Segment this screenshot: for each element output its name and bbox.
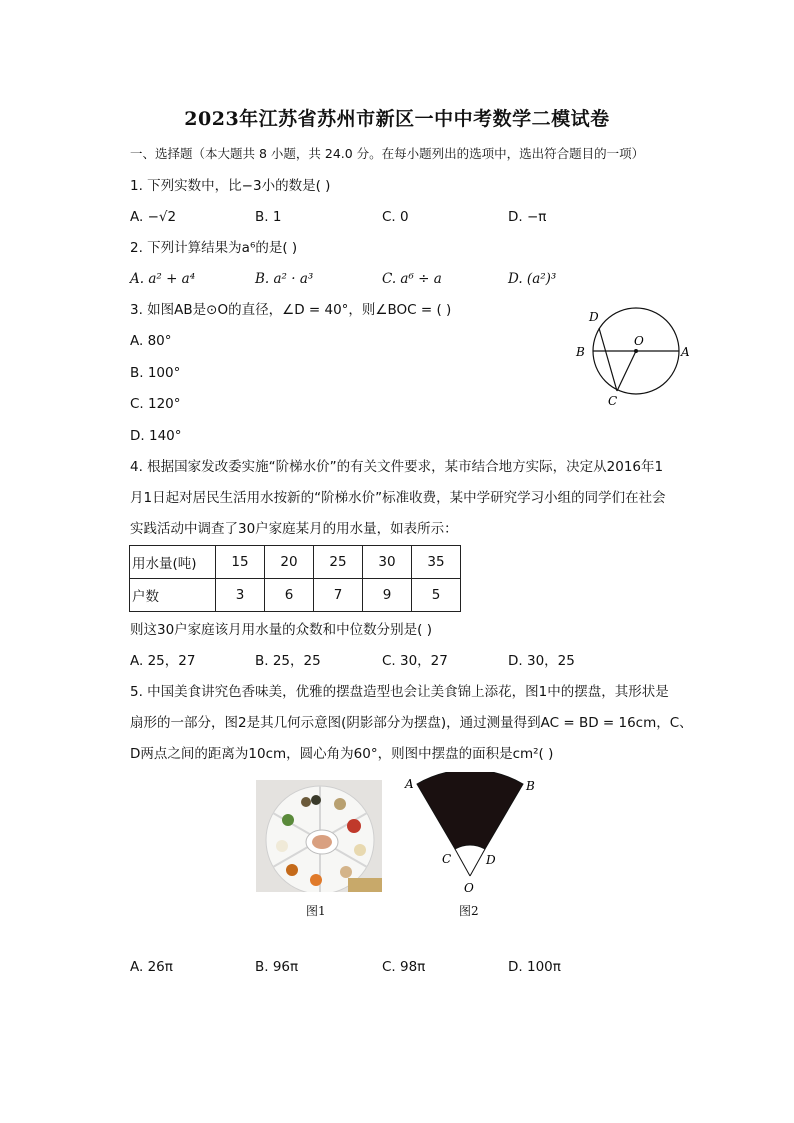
q3-option-d: D. 140°: [130, 428, 182, 444]
q2-option-a: A. a² + a⁴: [130, 271, 196, 287]
radius-oc: [455, 849, 470, 876]
q1-option-b: B. 1: [255, 209, 282, 225]
label-o: O: [634, 334, 644, 348]
q4-line-3: 实践活动中调查了30户家庭某月的用水量，如表所示：: [130, 521, 458, 537]
table-cell: 35: [412, 546, 461, 579]
table-header-cell: 户数: [130, 579, 216, 612]
chord-dc: [599, 328, 617, 391]
q2-stem: 2. 下列计算结果为a⁶的是( ): [130, 240, 298, 256]
q1-stem: 1. 下列实数中，比−3小的数是( ): [130, 178, 331, 194]
table-cell: 3: [216, 579, 265, 612]
table-header-cell: 用水量(吨): [130, 546, 216, 579]
table-cell: 20: [265, 546, 314, 579]
q3-option-c: C. 120°: [130, 396, 181, 412]
table-cell: 7: [314, 579, 363, 612]
table-cell: 6: [265, 579, 314, 612]
page-title: 2023年江苏省苏州市新区一中中考数学二模试卷: [184, 108, 610, 130]
q4-option-b: B. 25，25: [255, 653, 321, 669]
q4-option-a: A. 25，27: [130, 653, 196, 669]
shaded-plate-region: [417, 772, 523, 849]
table-cell: 5: [412, 579, 461, 612]
label-d: D: [486, 853, 496, 867]
q5-line-1: 5. 中国美食讲究色香味美，优雅的摆盘造型也会让美食锦上添花，图1中的摆盘，其形状是: [130, 684, 669, 700]
q4-option-d: D. 30，25: [508, 653, 575, 669]
label-c: C: [608, 394, 618, 408]
table-row: [130, 579, 461, 612]
q1-option-c: C. 0: [382, 209, 409, 225]
q5-line-3: D两点之间的距离为10cm，圆心角为60°，则图中摆盘的面积是cm²( ): [130, 746, 554, 762]
radius-od: [470, 849, 485, 876]
label-o: O: [464, 881, 474, 895]
label-b: B: [526, 779, 535, 793]
table-cell: 9: [363, 579, 412, 612]
q4-line-2: 月1日起对居民生活用水按新的“阶梯水价”标准收费，某中学研究学习小组的同学们在社会: [130, 490, 666, 506]
table-row: [130, 546, 461, 579]
label-d: D: [589, 310, 599, 324]
water-usage-table: [129, 545, 461, 612]
table-cell: 15: [216, 546, 265, 579]
label-b: B: [576, 345, 585, 359]
q1-option-d: D. −π: [508, 209, 547, 225]
q4-option-c: C. 30，27: [382, 653, 448, 669]
section-heading: 一、选择题（本大题共 8 小题，共 24.0 分。在每小题列出的选项中，选出符合题目的一项）: [130, 146, 645, 161]
q3-option-a: A. 80°: [130, 333, 172, 349]
table-cell: 25: [314, 546, 363, 579]
label-a: A: [405, 777, 414, 791]
circle-diagram: [570, 305, 700, 410]
q5-option-a: A. 26π: [130, 959, 173, 975]
q5-option-b: B. 96π: [255, 959, 299, 975]
plate-photo-illustration: [256, 780, 382, 892]
q3-option-b: B. 100°: [130, 365, 181, 381]
figure1-caption: 图1: [306, 904, 326, 918]
label-c: C: [442, 852, 452, 866]
label-a: A: [681, 345, 690, 359]
center-point: [634, 349, 638, 353]
q2-option-b: B. a² · a³: [255, 271, 314, 287]
table-cell: 30: [363, 546, 412, 579]
figure2-caption: 图2: [459, 904, 479, 918]
q5-option-d: D. 100π: [508, 959, 561, 975]
q5-option-c: C. 98π: [382, 959, 426, 975]
q3-stem: 3. 如图AB是⊙O的直径，∠D = 40°，则∠BOC = ( ): [130, 302, 452, 318]
q4-line-1: 4. 根据国家发改委实施“阶梯水价”的有关文件要求，某市结合地方实际，决定从2016年1: [130, 459, 664, 475]
q2-option-d: D. (a²)³: [508, 271, 557, 287]
q5-line-2: 扇形的一部分，图2是其几何示意图(阴影部分为摆盘)，通过测量得到AC = BD = 16cm，C、: [130, 715, 693, 731]
sector-diagram: [400, 772, 540, 897]
q1-option-a: A. −√2: [130, 209, 177, 225]
q4-after-table: 则这30户家庭该月用水量的众数和中位数分别是( ): [130, 622, 433, 638]
radius-oc: [617, 351, 636, 391]
plate-photo: [256, 780, 382, 892]
q2-option-c: C. a⁶ ÷ a: [382, 271, 442, 287]
